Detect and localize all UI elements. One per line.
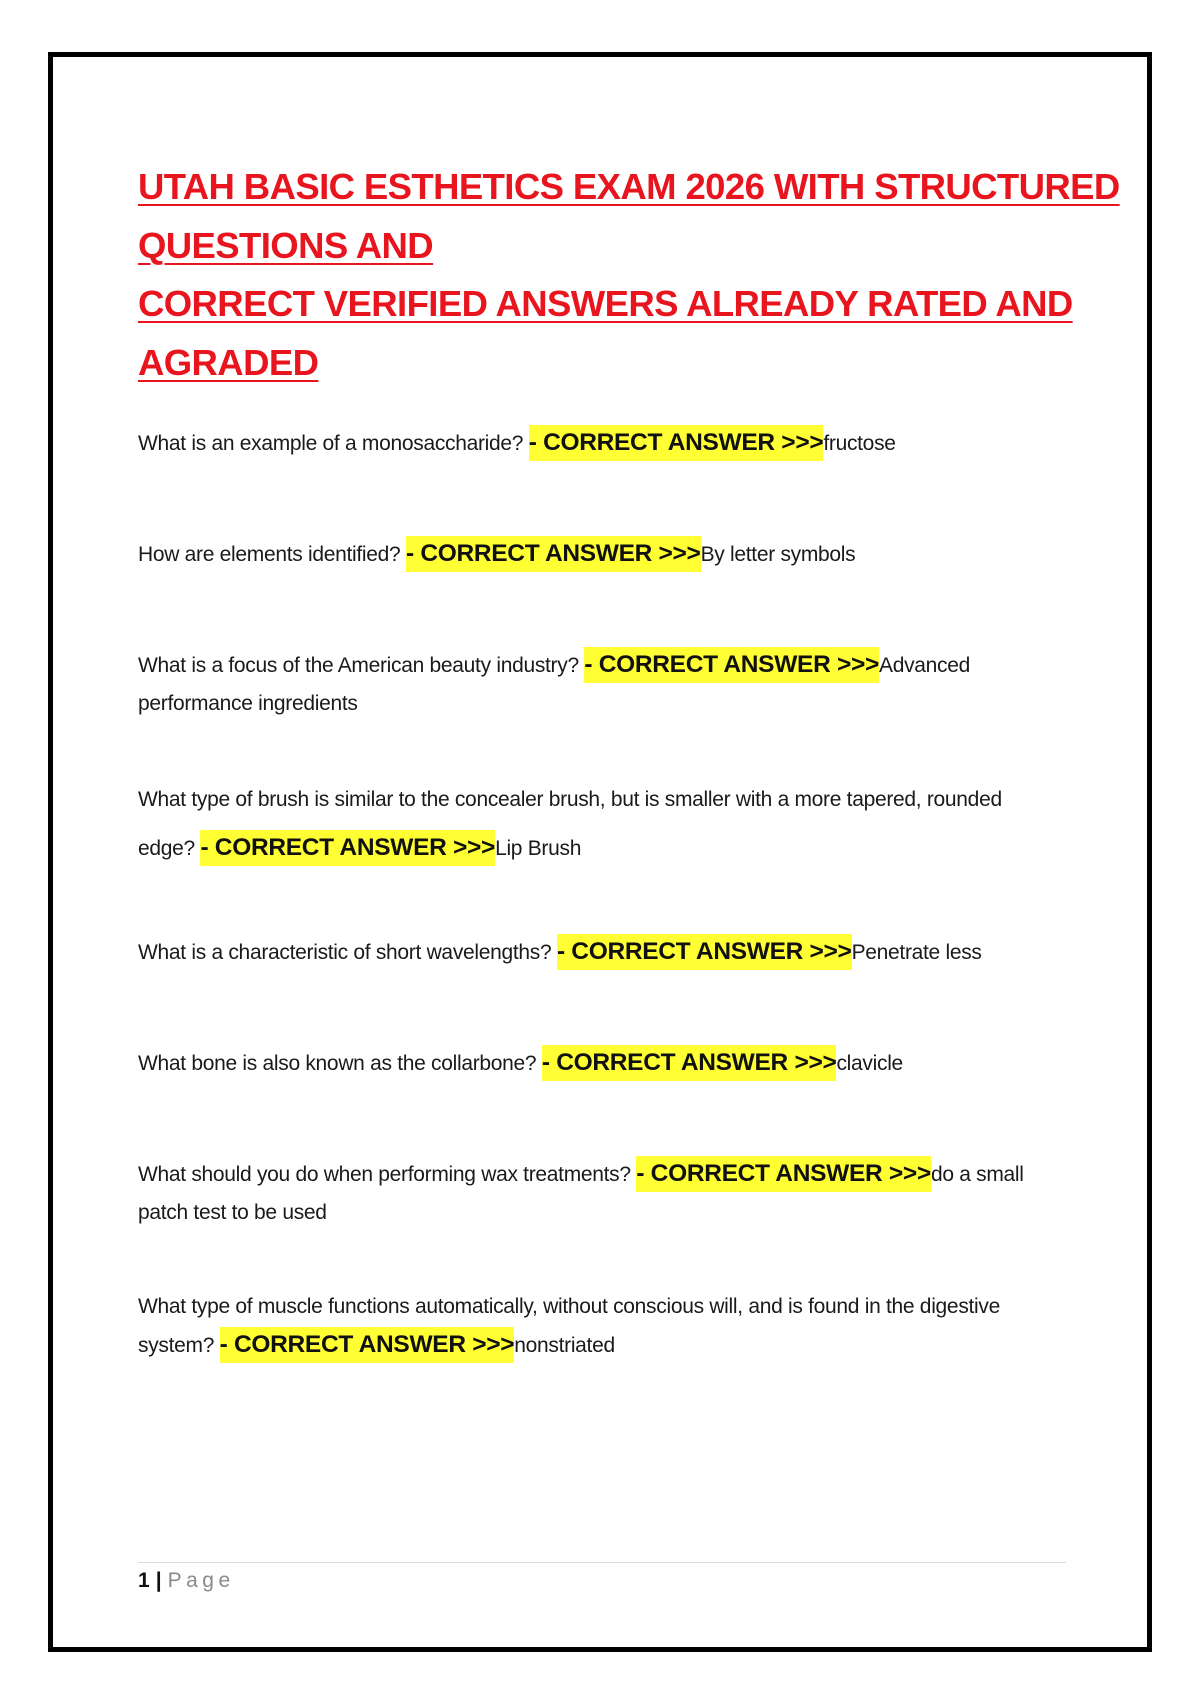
qa-item-6 [138, 1044, 1038, 1083]
title-line: CORRECT VERIFIED ANSWERS ALREADY RATED AND [138, 283, 1073, 324]
answer-text: nonstriated [514, 1334, 615, 1357]
qa-item-4 [138, 776, 1038, 873]
correct-answer-marker: - CORRECT ANSWER >>> [542, 1045, 837, 1081]
answer-text: do a small patch test to be used [138, 1163, 1024, 1224]
answer-text: Advanced performance ingredients [138, 654, 971, 715]
qa-item-7 [138, 1155, 1038, 1232]
question-text: What bone is also known as the collarbone? [138, 1052, 542, 1075]
answer-text: fructose [823, 432, 896, 455]
question-text: What is a characteristic of short wavelengths? [138, 941, 557, 964]
question-text: What should you do when performing wax treatments? [138, 1163, 637, 1186]
correct-answer-marker: - CORRECT ANSWER >>> [636, 1156, 931, 1192]
qa-item-8 [138, 1288, 1038, 1365]
correct-answer-marker: - CORRECT ANSWER >>> [584, 647, 879, 683]
question-text: What is a focus of the American beauty industry? [138, 654, 585, 677]
correct-answer-marker: - CORRECT ANSWER >>> [200, 830, 495, 866]
correct-answer-marker: - CORRECT ANSWER >>> [406, 536, 701, 572]
qa-item-3 [138, 646, 1038, 723]
title-line: UTAH BASIC ESTHETICS EXAM 2026 WITH STRUCTURED [138, 166, 1120, 207]
qa-item-2 [138, 535, 1038, 574]
answer-text: Lip Brush [495, 837, 582, 860]
answer-text: clavicle [836, 1052, 903, 1075]
footer-separator: | [155, 1569, 162, 1592]
title-line: QUESTIONS AND [138, 224, 434, 266]
qa-item-1 [138, 424, 1038, 463]
footer-divider [138, 1562, 1066, 1563]
question-text: How are elements identified? [138, 543, 406, 566]
document-title [138, 158, 1120, 392]
page-label: Page [167, 1569, 235, 1592]
correct-answer-marker: - CORRECT ANSWER >>> [529, 425, 824, 461]
qa-item-5 [138, 933, 1038, 972]
correct-answer-marker: - CORRECT ANSWER >>> [220, 1327, 515, 1363]
page-number: 1 [138, 1569, 150, 1592]
correct-answer-marker: - CORRECT ANSWER >>> [557, 934, 852, 970]
question-text: What type of muscle functions automatically, without conscious will, and is found in the digestive system? [138, 1295, 1000, 1357]
page-footer [138, 1566, 235, 1596]
title-line: AGRADED [138, 341, 319, 383]
question-text: What is an example of a monosaccharide? [138, 432, 529, 455]
answer-text: By letter symbols [700, 543, 856, 566]
answer-text: Penetrate less [851, 941, 982, 964]
question-text: What type of brush is similar to the concealer brush, but is smaller with a more tapered, rounded edge? [138, 788, 1002, 860]
